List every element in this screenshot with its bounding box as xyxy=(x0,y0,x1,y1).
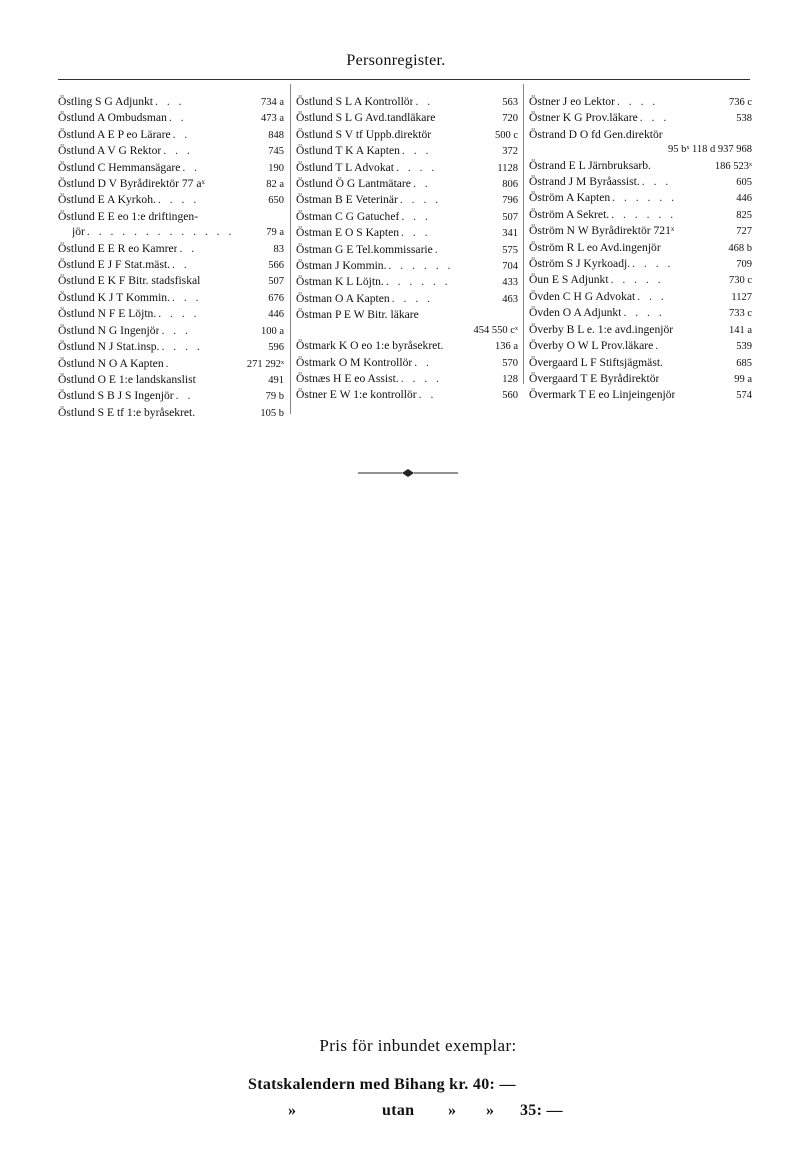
page-reference: 372 xyxy=(502,146,518,158)
leader-dots: . . . xyxy=(401,226,431,240)
leader-dots: . . . . . . xyxy=(612,191,678,205)
register-entry xyxy=(296,209,518,225)
entry-name: Östlund E A Kyrkoh. xyxy=(58,193,156,207)
register-entry xyxy=(529,223,752,239)
page-reference: 720 xyxy=(502,113,518,125)
leader-dots: . . . xyxy=(163,144,193,158)
entry-name: Övermark T E eo Linjeingenjör xyxy=(529,388,676,402)
page-reference: 704 xyxy=(502,261,518,273)
register-entry xyxy=(529,387,752,403)
register-entry xyxy=(58,176,284,192)
price-heading: Pris för inbundet exemplar: xyxy=(319,1036,517,1055)
leader-dots: . . . xyxy=(171,290,202,304)
leader-dots: . xyxy=(655,339,662,353)
entry-name: Östlund S L A Kontrollör xyxy=(296,95,414,108)
register-entry xyxy=(58,356,284,372)
page-reference: 446 xyxy=(268,309,284,321)
page-reference: 575 xyxy=(502,244,518,256)
entry-name: Övden C H G Advokat xyxy=(529,289,636,303)
register-entry xyxy=(529,338,752,354)
page-reference: 734 a xyxy=(260,97,284,108)
register-entry xyxy=(529,110,752,126)
leader-dots: . . xyxy=(412,177,431,191)
register-entry xyxy=(529,207,752,223)
entry-name: Östman E O S Kapten xyxy=(296,226,400,240)
register-column-1 xyxy=(58,94,284,421)
entry-name: Öström R L eo Avd.ingenjör xyxy=(529,240,661,254)
leader-dots: . . . . . . . . . . . . . xyxy=(86,225,235,239)
page-reference: 141 a xyxy=(728,324,752,336)
leader-dots: . . xyxy=(175,389,194,403)
entry-name: Östmark O M Kontrollör xyxy=(296,355,413,369)
register-entry xyxy=(296,176,518,192)
entry-name: Öun E S Adjunkt xyxy=(529,273,609,287)
price-label: utan xyxy=(382,1102,415,1119)
page-reference: 463 xyxy=(502,293,518,305)
entry-name: Östman P E W Bitr. läkare xyxy=(296,308,419,322)
page-reference: 491 xyxy=(268,374,284,386)
leader-dots: . . . xyxy=(161,323,191,337)
page-reference: 454 550 cˣ xyxy=(473,324,518,336)
leader-dots: . . . xyxy=(637,289,667,303)
register-entry xyxy=(296,242,518,258)
register-entry xyxy=(58,110,284,126)
entry-name: Överby B L e. 1:e avd.ingenjör xyxy=(529,322,674,336)
page-reference: 341 xyxy=(502,228,518,240)
entry-name: Östman K L Löjtn. xyxy=(296,275,384,289)
page-reference: 507 xyxy=(502,211,518,223)
register-entry xyxy=(296,355,518,371)
register-column-2 xyxy=(296,94,518,404)
page-reference: 727 xyxy=(736,226,752,238)
price-value: 40: — xyxy=(472,1076,516,1093)
register-entry xyxy=(58,160,284,176)
register-entry xyxy=(296,387,518,403)
page-reference: 566 xyxy=(268,260,284,272)
leader-dots: . . . xyxy=(401,144,432,158)
page-reference: 825 xyxy=(736,209,752,221)
register-entry xyxy=(529,272,752,288)
entry-name: Övergaard T E Byrådirektör xyxy=(529,371,660,385)
entry-name: Östman J Kommin. xyxy=(296,259,387,273)
register-entry xyxy=(296,274,518,290)
entry-name: Öström S J Kyrkoadj. xyxy=(529,257,631,271)
register-entry xyxy=(296,143,518,159)
page-reference: 796 xyxy=(502,195,518,207)
page-reference: 507 xyxy=(268,276,284,288)
page-reference: 473 a xyxy=(260,113,284,125)
leader-dots: . . . xyxy=(401,209,431,223)
leader-dots: . . . . . . xyxy=(388,259,454,273)
entry-name: Östlund O E 1:e landskanslist xyxy=(58,372,196,386)
page-reference: 105 b xyxy=(260,407,284,419)
leader-dots: . . . . xyxy=(158,307,200,321)
entry-name: Östlund N G Ingenjör xyxy=(58,323,160,337)
register-entry xyxy=(58,339,284,355)
entry-name: Östmark K O eo 1:e byråsekret. xyxy=(296,339,444,353)
page-reference: 676 xyxy=(268,292,284,304)
register-entry xyxy=(58,372,284,388)
leader-dots: . . . . . xyxy=(610,273,664,287)
register-entry xyxy=(296,160,518,176)
leader-dots: . xyxy=(165,356,172,370)
entry-name: Östlund A E P eo Lärare xyxy=(58,127,171,141)
register-entry xyxy=(58,143,284,159)
register-entry xyxy=(296,225,518,241)
entry-name: Östling S G Adjunkt xyxy=(58,95,154,108)
register-entry xyxy=(58,273,284,289)
page-reference: 128 xyxy=(502,373,518,385)
leader-dots: . . xyxy=(172,258,190,272)
register-entry xyxy=(296,192,518,208)
register-entry xyxy=(529,305,752,321)
register-entry xyxy=(296,291,518,307)
leader-dots: . . . xyxy=(641,175,672,189)
page-reference: 100 a xyxy=(260,325,284,337)
ditto-mark: » xyxy=(288,1102,297,1119)
leader-dots: . . . . xyxy=(400,371,443,385)
register-entry xyxy=(58,192,284,208)
page-reference: 733 c xyxy=(728,308,752,320)
leader-dots: . . xyxy=(182,160,201,174)
page-reference: 190 xyxy=(268,162,284,174)
entry-name: Östlund E E eo 1:e driftingen- xyxy=(58,209,199,223)
entry-name: Östner E W 1:e kontrollör xyxy=(296,388,417,402)
entry-name: Övergaard L F Stiftsjägmäst. xyxy=(529,355,663,369)
register-entry xyxy=(529,256,752,272)
ditto-mark: » xyxy=(486,1102,495,1119)
leader-dots: . . xyxy=(179,241,198,255)
page-reference: 605 xyxy=(736,177,752,189)
page-reference: 650 xyxy=(268,195,284,207)
page-reference: 79 b xyxy=(265,391,284,403)
page-reference: 574 xyxy=(736,390,752,402)
entry-name: Öström A Sekret. xyxy=(529,207,610,221)
register-entry xyxy=(529,94,752,110)
entry-name: Övden O A Adjunkt xyxy=(529,306,622,320)
entry-name: Östlund D V Byrådirektör 77 aˣ xyxy=(58,177,205,191)
register-entry xyxy=(58,306,284,322)
price-label: Statskalendern med Bihang kr. xyxy=(248,1076,469,1093)
column-divider xyxy=(290,84,291,414)
leader-dots: . . . . xyxy=(396,160,438,174)
register-entry xyxy=(58,241,284,257)
entry-name: Östnæs H E eo Assist. xyxy=(296,371,399,385)
register-entry xyxy=(58,405,284,421)
entry-name: Östner J eo Lektor xyxy=(529,95,615,108)
leader-dots: . . xyxy=(414,355,432,369)
register-entry xyxy=(58,388,284,404)
leader-dots: . . . xyxy=(155,95,185,108)
entry-name: Öström N W Byrådirektör 721ˣ xyxy=(529,224,675,238)
leader-dots: . . . . xyxy=(623,306,665,320)
page-reference: 83 xyxy=(273,243,284,255)
entry-name: Östlund Ö G Lantmätare xyxy=(296,177,411,191)
price-line-with-appendix xyxy=(248,1076,516,1094)
leader-dots: . . . . xyxy=(616,95,659,108)
page-reference: 500 c xyxy=(494,129,518,141)
page-reference: 186 523ˣ xyxy=(714,160,752,172)
register-entry xyxy=(529,322,752,338)
entry-name: Östman B E Veterinär xyxy=(296,193,398,207)
page-reference: 95 bˣ 118 d 937 968 xyxy=(667,144,752,156)
register-column-3 xyxy=(529,94,752,404)
ornament-divider xyxy=(358,466,458,480)
register-entry xyxy=(529,174,752,190)
header-rule xyxy=(58,79,750,80)
entry-name: Östlund E E R eo Kamrer xyxy=(58,241,178,255)
register-entry xyxy=(529,142,752,157)
page-reference: 709 xyxy=(736,259,752,271)
leader-dots: . . . . xyxy=(399,193,442,207)
register-entry xyxy=(296,94,518,110)
entry-name: Östlund E K F Bitr. stadsfiskal xyxy=(58,274,201,288)
page-reference: 560 xyxy=(502,390,518,402)
register-entry xyxy=(58,290,284,306)
entry-name: Östrand D O fd Gen.direktör xyxy=(529,127,663,141)
page-reference: 538 xyxy=(736,113,752,125)
register-entry xyxy=(529,289,752,305)
entry-name: Östman C G Gatuchef xyxy=(296,209,400,223)
register-entry xyxy=(296,127,518,143)
leader-dots: . . . . xyxy=(632,257,674,271)
register-entry xyxy=(529,190,752,206)
entry-name: Östlund S E tf 1:e byråsekret. xyxy=(58,405,196,419)
leader-dots: . . xyxy=(415,95,434,108)
register-entry xyxy=(296,258,518,274)
page-reference: 806 xyxy=(502,179,518,191)
page-reference: 446 xyxy=(736,193,752,205)
page-reference: 468 b xyxy=(728,242,752,254)
register-entry xyxy=(58,257,284,273)
entry-name: Östlund K J T Kommin. xyxy=(58,290,170,304)
page-reference: 685 xyxy=(736,357,752,369)
leader-dots: . . . xyxy=(639,111,670,125)
entry-name: Östman O A Kapten xyxy=(296,291,390,305)
page-reference: 79 a xyxy=(266,227,284,239)
entry-name: Östlund S V tf Uppb.direktör xyxy=(296,127,432,141)
page-reference: 539 xyxy=(736,341,752,353)
page-reference: 1128 xyxy=(497,162,518,174)
leader-dots: . . . . xyxy=(391,291,434,305)
register-entry xyxy=(296,371,518,387)
entry-name: Östlund S L G Avd.tandläkare xyxy=(296,111,436,125)
register-entry xyxy=(58,224,284,240)
register-entry xyxy=(296,323,518,338)
page-reference: 745 xyxy=(268,146,284,158)
entry-name: Östlund N J Stat.insp. xyxy=(58,340,160,354)
column-divider xyxy=(523,84,524,384)
entry-name: Östlund C Hemmansägare xyxy=(58,160,181,174)
page-reference: 730 c xyxy=(728,275,752,287)
entry-name: Östlund N O A Kapten xyxy=(58,356,164,370)
leader-dots: . . xyxy=(168,111,187,125)
entry-name: Östlund T L Advokat xyxy=(296,160,395,174)
entry-name: Östlund N F E Löjtn. xyxy=(58,307,157,321)
entry-name: Östlund A V G Rektor xyxy=(58,144,162,158)
page-reference: 136 a xyxy=(494,341,518,353)
register-entry xyxy=(296,307,518,322)
register-entry xyxy=(529,127,752,142)
entry-name: Östlund E J F Stat.mäst. xyxy=(58,258,171,272)
leader-dots: . . . . xyxy=(161,340,203,354)
page-reference: 82 a xyxy=(266,179,284,191)
page-reference: 570 xyxy=(502,357,518,369)
page-reference: 99 a xyxy=(734,373,752,385)
leader-dots: . . . . . . xyxy=(611,207,677,221)
page-reference: 1127 xyxy=(731,291,752,303)
entry-name: Överby O W L Prov.läkare xyxy=(529,339,654,353)
page-reference: 596 xyxy=(268,342,284,354)
leader-dots: . . . . xyxy=(157,193,200,207)
entry-name: Östlund T K A Kapten xyxy=(296,144,400,158)
entry-name: Östlund A Ombudsman xyxy=(58,111,167,125)
price-value: 35: — xyxy=(520,1102,563,1119)
register-entry xyxy=(58,323,284,339)
page-reference: 433 xyxy=(502,277,518,289)
entry-name: Östrand E L Järnbruksarb. xyxy=(529,158,651,172)
register-entry xyxy=(296,338,518,354)
page-reference: 563 xyxy=(502,97,518,108)
page-title: Personregister. xyxy=(346,52,446,69)
entry-name: Öström A Kapten xyxy=(529,191,611,205)
entry-name: Östner K G Prov.läkare xyxy=(529,111,638,125)
entry-name: jör xyxy=(72,225,85,239)
leader-dots: . . xyxy=(418,388,437,402)
register-entry xyxy=(58,94,284,110)
register-entry xyxy=(58,127,284,143)
entry-name: Östman G E Tel.kommissarie xyxy=(296,242,433,256)
page-reference: 736 c xyxy=(728,97,752,108)
register-entry xyxy=(529,371,752,387)
entry-name: Östlund S B J S Ingenjör xyxy=(58,389,174,403)
register-entry xyxy=(529,355,752,371)
leader-dots: . xyxy=(434,242,441,256)
page-reference: 848 xyxy=(268,129,284,141)
register-entry xyxy=(529,158,752,174)
leader-dots: . . . . . . xyxy=(385,275,451,289)
page-reference: 271 292ˣ xyxy=(246,358,284,370)
register-entry xyxy=(58,209,284,224)
entry-name: Östrand J M Byråassist. xyxy=(529,175,640,189)
leader-dots: . . xyxy=(172,127,191,141)
register-entry xyxy=(296,110,518,126)
register-entry xyxy=(529,240,752,256)
ditto-mark: » xyxy=(448,1102,457,1119)
